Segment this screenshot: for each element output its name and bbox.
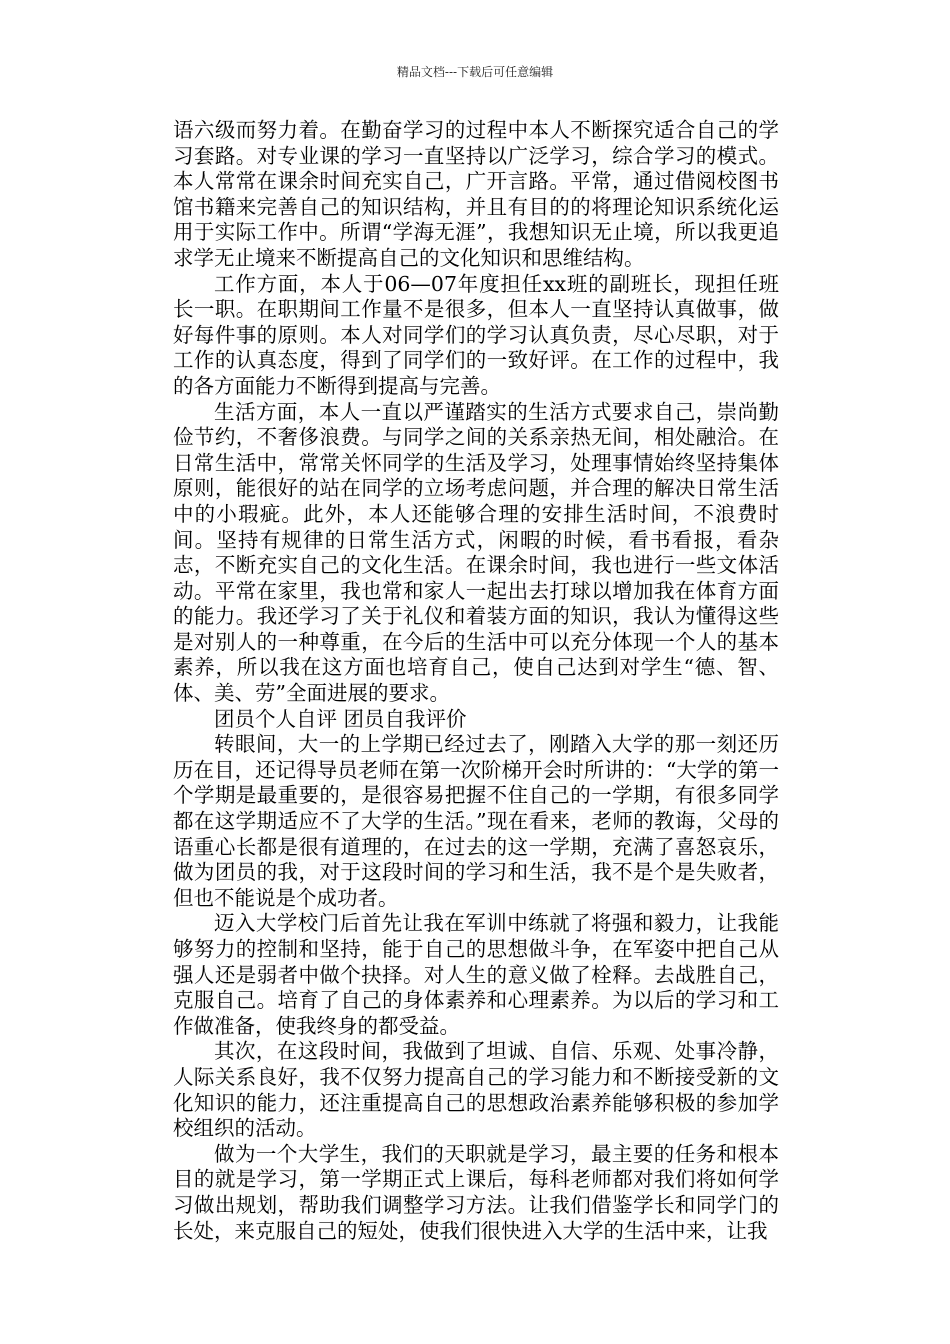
document-body bbox=[173, 118, 779, 1244]
paragraph-military-training: 迈入大学校门后首先让我在军训中练就了将强和毅力，让我能够努力的控制和坚持，能于自己的思想做斗争，在军姿中把自己从强人还是弱者中做个抉择。对人生的意义做了栓释。去战胜自己，克服自己。培育了自己的身体素养和心理素养。为以后的学习和工作做准备，使我终身的都受益。 bbox=[173, 911, 779, 1038]
page-header: 精品文档---下载后可任意编辑 bbox=[396, 65, 554, 79]
paragraph-work: 工作方面，本人于06—07年度担任xx班的副班长，现担任班长一职。在职期间工作量不是很多，但本人一直坚持认真做事，做好每件事的原则。本人对同学们的学习认真负责，尽心尽职，对于工作的认真态度，得到了同学们的一致好评。在工作的过程中，我的各方面能力不断得到提高与完善。 bbox=[173, 271, 779, 398]
paragraph-life: 生活方面，本人一直以严谨踏实的生活方式要求自己，崇尚勤俭节约，不奢侈浪费。与同学之间的关系亲热无间，相处融洽。在日常生活中，常常关怀同学的生活及学习，处理事情始终坚持集体原则，能很好的站在同学的立场考虑问题，并合理的解决日常生活中的小瑕疵。此外，本人还能够合理的安排生活时间，不浪费时间。坚持有规律的日常生活方式，闲暇的时候，看书看报，看杂志，不断充实自己的文化生活。在课余时间，我也进行一些文体活动。平常在家里，我也常和家人一起出去打球以增加我在体育方面的能力。我还学习了关于礼仪和着装方面的知识，我认为懂得这些是对别人的一种尊重，在今后的生活中可以充分体现一个人的基本素养，所以我在这方面也培育自己，使自己达到对学生“德、智、体、美、劳”全面进展的要求。 bbox=[173, 399, 779, 706]
section-title: 团员个人自评 团员自我评价 bbox=[214, 706, 467, 731]
paragraph-secondly: 其次，在这段时间，我做到了坦诚、自信、乐观、处事冷静，人际关系良好，我不仅努力提高自己的学习能力和不断接受新的文化知识的能力，还注重提高自己的思想政治素养能够积极的参加学校组织的活动。 bbox=[173, 1039, 779, 1141]
paragraph-study: 语六级而努力着。在勤奋学习的过程中本人不断探究适合自己的学习套路。对专业课的学习一直坚持以广泛学习，综合学习的模式。本人常常在课余时间充实自己，广开言路。平常，通过借阅校图书馆书籍来完善自己的知识结构，并且有目的的将理论知识系统化运用于实际工作中。所谓“学海无涯”，我想知识无止境，所以我更追求学无止境来不断提高自己的文化知识和思维结构。 bbox=[173, 118, 779, 270]
paragraph-intro: 转眼间，大一的上学期已经过去了，刚踏入大学的那一刻还历历在目，还记得导员老师在第一次阶梯开会时所讲的：“大学的第一个学期是最重要的，是很容易把握不住自己的一学期，有很多同学都在这学期适应不了大学的生活。”现在看来，老师的教诲，父母的语重心长都是很有道理的，在过去的这一学期，充满了喜怒哀乐，做为团员的我，对于这段时间的学习和生活，我不是个是失败者，但也不能说是个成功者。 bbox=[173, 732, 779, 910]
paragraph-learning: 做为一个大学生，我们的天职就是学习，最主要的任务和根本目的就是学习，第一学期正式上课后，每科老师都对我们将如何学习做出规划，帮助我们调整学习方法。让我们借鉴学长和同学门的长处，来克服自己的短处，使我们很快进入大学的生活中来，让我 bbox=[173, 1141, 779, 1243]
